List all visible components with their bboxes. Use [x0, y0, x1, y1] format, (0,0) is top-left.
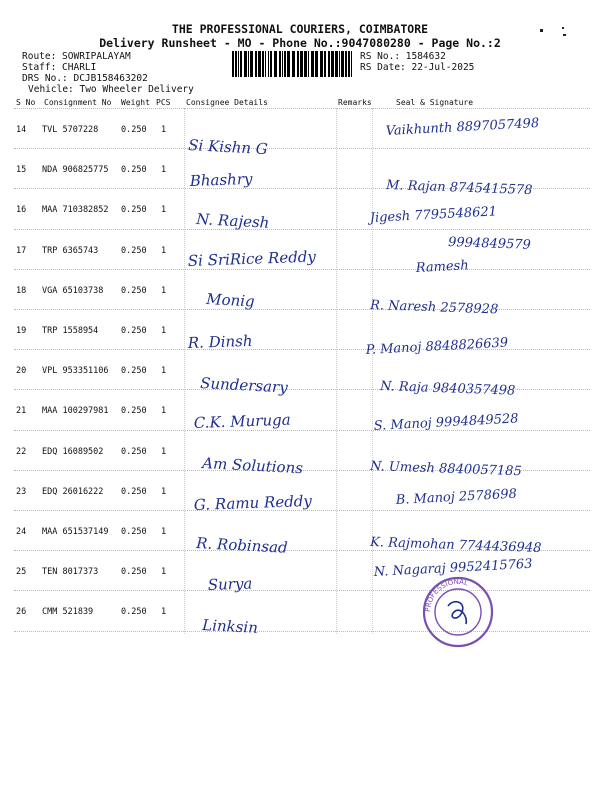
consignee-handwriting: C.K. Muruga	[193, 410, 291, 432]
cell-consignment: TRP 1558954	[42, 326, 99, 336]
signature-handwriting: Ramesh	[415, 258, 470, 276]
company-seal-stamp	[418, 572, 498, 652]
cell-pcs: 1	[161, 486, 167, 497]
consignee-handwriting: Sundersary	[199, 374, 289, 397]
cell-pcs: 1	[161, 366, 167, 377]
consignee-handwriting: Monig	[205, 290, 256, 311]
col-remarks: Remarks	[338, 98, 372, 107]
runsheet-title: Delivery Runsheet - MO - Phone No.:9047080280 - Page No.:2	[99, 36, 501, 50]
cell-pcs: 1	[161, 406, 167, 417]
cell-weight: 0.250	[121, 205, 147, 216]
cell-consignment: MAA 100297981	[42, 406, 109, 417]
cell-sno: 25	[16, 567, 27, 578]
consignee-handwriting: Am Solutions	[201, 454, 304, 478]
cell-sno: 15	[16, 165, 27, 176]
signature-handwriting: N. Nagaraj 9952415763	[373, 556, 533, 580]
cell-sno: 14	[16, 125, 27, 135]
consignee-handwriting: N. Rajesh	[195, 210, 270, 232]
cell-weight: 0.250	[121, 125, 147, 135]
cell-consignment: EDQ 16089502	[42, 446, 104, 457]
cell-sno: 18	[16, 285, 27, 296]
signature-handwriting: Jigesh 7795548621	[369, 204, 498, 226]
cell-weight: 0.250	[121, 245, 147, 256]
cell-sno: 26	[16, 607, 27, 618]
cell-consignment: CMM 521839	[42, 607, 94, 618]
cell-sno: 21	[16, 406, 27, 417]
cell-sno: 19	[16, 326, 27, 336]
signature-handwriting: M. Rajan 8745415578	[385, 178, 533, 199]
cell-consignment: VPL 953351106	[42, 366, 109, 377]
cell-weight: 0.250	[121, 406, 147, 417]
route-label: Route: SOWRIPALAYAM	[22, 51, 131, 62]
signature-handwriting: N. Umesh 8840057185	[369, 459, 522, 480]
cell-consignment: NDA 906825775	[42, 165, 109, 176]
cell-weight: 0.250	[121, 366, 147, 377]
cell-weight: 0.250	[121, 165, 147, 176]
cell-pcs: 1	[161, 245, 167, 256]
cell-consignment: EDQ 26016222	[42, 486, 104, 497]
consignee-handwriting: Linksin	[201, 616, 259, 637]
signature-handwriting: K. Rajmohan 7744436948	[369, 535, 542, 556]
rs-number: RS No.: 1584632	[360, 51, 446, 62]
drs-number: DRS No.: DCJB158463202	[22, 73, 148, 84]
cell-pcs: 1	[161, 446, 167, 457]
staff-label: Staff: CHARLI	[22, 62, 97, 73]
cell-consignment: MAA 651537149	[42, 527, 109, 537]
signature-handwriting: P. Manoj 8848826639	[365, 335, 509, 358]
cell-pcs: 1	[161, 165, 167, 176]
cell-weight: 0.250	[121, 285, 147, 296]
col-signature: Seal & Signature	[396, 98, 474, 107]
cell-sno: 20	[16, 366, 27, 377]
svg-text:PROFESSIONAL: PROFESSIONAL	[423, 577, 470, 613]
col-consignee: Consignee Details	[186, 98, 268, 107]
cell-sno: 22	[16, 446, 27, 457]
cell-sno: 16	[16, 205, 27, 216]
cell-pcs: 1	[161, 607, 167, 618]
col-sno: S No	[16, 98, 36, 107]
consignee-handwriting: Bhashry	[189, 169, 253, 190]
cell-weight: 0.250	[121, 446, 147, 457]
signature-handwriting: B. Manoj 2578698	[395, 486, 518, 508]
cell-pcs: 1	[161, 125, 167, 135]
cell-consignment: TRP 6365743	[42, 245, 99, 256]
cell-sno: 24	[16, 527, 27, 537]
cell-pcs: 1	[161, 205, 167, 216]
signature-handwriting: S. Manoj 9994849528	[373, 411, 519, 434]
consignee-handwriting: Si Kishn G	[187, 136, 269, 159]
cell-weight: 0.250	[121, 486, 147, 497]
cell-consignment: MAA 710382852	[42, 205, 109, 216]
cell-weight: 0.250	[121, 607, 147, 618]
col-consignment: Consignment No	[44, 98, 112, 107]
cell-sno: 17	[16, 245, 27, 256]
cell-sno: 23	[16, 486, 27, 497]
cell-pcs: 1	[161, 567, 167, 578]
vehicle-label: Vehicle: Two Wheeler Delivery	[28, 84, 194, 95]
cell-consignment: VGA 65103738	[42, 285, 104, 296]
cell-consignment: TVL 5707228	[42, 125, 99, 135]
cell-pcs: 1	[161, 326, 167, 336]
rs-date: RS Date: 22-Jul-2025	[360, 62, 475, 73]
col-pcs: PCS	[156, 98, 171, 107]
signature-handwriting: 9994849579	[447, 235, 532, 253]
company-title: THE PROFESSIONAL COURIERS, COIMBATORE	[171, 22, 429, 36]
signature-handwriting: N. Raja 9840357498	[379, 379, 516, 399]
cell-pcs: 1	[161, 285, 167, 296]
cell-weight: 0.250	[121, 527, 147, 537]
cell-pcs: 1	[161, 527, 167, 537]
consignee-handwriting: R. Dinsh	[187, 331, 253, 352]
consignee-handwriting: Si SriRice Reddy	[187, 247, 317, 270]
signature-handwriting: R. Naresh 2578928	[369, 298, 499, 318]
cell-consignment: TEN 8017373	[42, 567, 99, 578]
cell-weight: 0.250	[121, 567, 147, 578]
cell-weight: 0.250	[121, 326, 147, 336]
col-weight: Weight	[121, 98, 150, 107]
consignee-handwriting: G. Ramu Reddy	[193, 491, 313, 514]
signature-handwriting: Vaikhunth 8897057498	[385, 115, 540, 139]
consignee-handwriting: R. Robinsad	[195, 534, 289, 557]
consignee-handwriting: Surya	[207, 574, 253, 594]
